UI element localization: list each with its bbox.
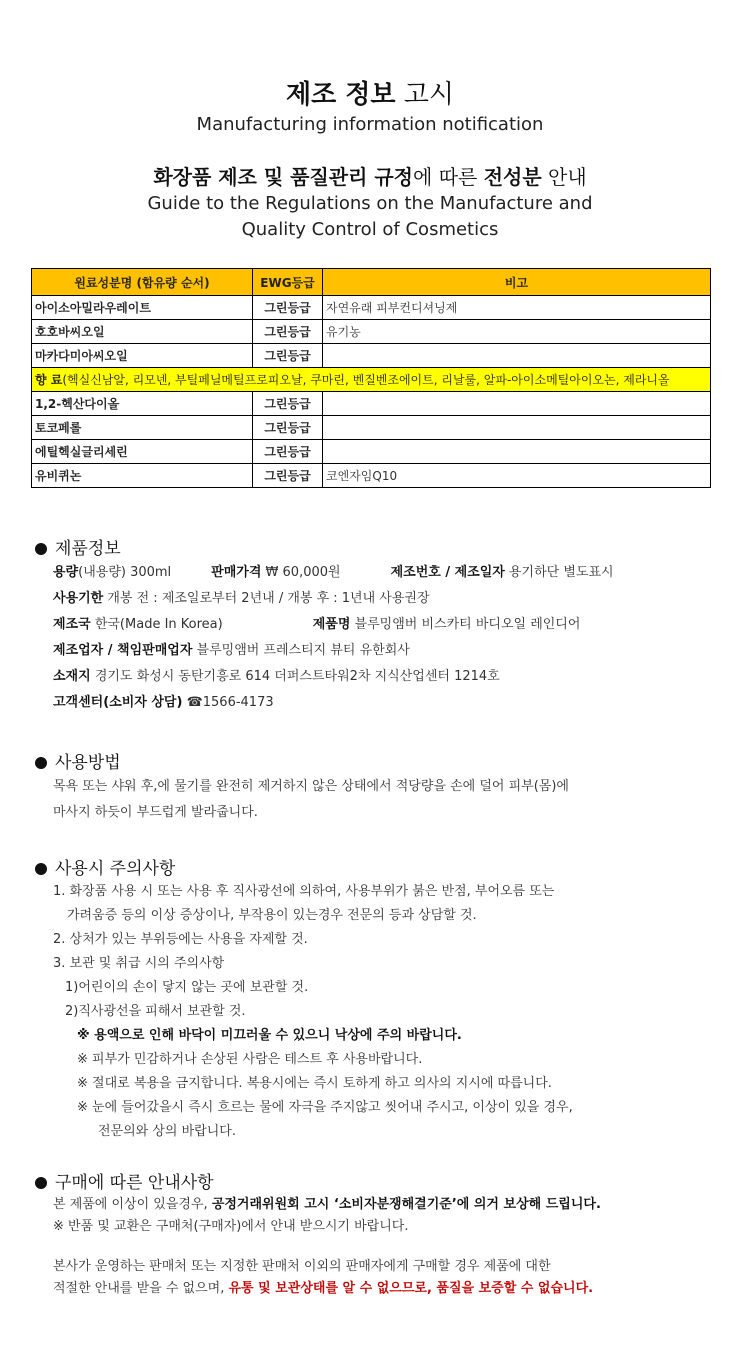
ingredient-name: 토코페롤 — [32, 416, 253, 440]
title-block — [0, 78, 740, 138]
ingredient-grade: 그린등급 — [253, 464, 323, 488]
ingredient-name: 에틸헥실글리세린 — [32, 440, 253, 464]
ingredient-name: 유비퀴논 — [32, 464, 253, 488]
guide-title — [0, 163, 740, 191]
guide-text-4: 안내 — [541, 165, 587, 189]
ingredient-grade: 그린등급 — [253, 344, 323, 368]
fragrance-label: 향 료 — [35, 373, 63, 387]
table-row — [32, 464, 711, 488]
product-label: 제품명 — [312, 617, 351, 632]
table-row — [32, 296, 711, 320]
price-value: ₩ 60,000원 — [261, 565, 341, 580]
caution-line: 가려움증 등의 이상 증상이나, 부작용이 있는경우 전문의 등과 상담할 것. — [67, 908, 477, 923]
ingredient-note — [323, 416, 711, 440]
table-row — [32, 440, 711, 464]
header-note: 비고 — [323, 269, 711, 296]
caution-line: 1)어린이의 손이 닿지 않는 곳에 보관할 것. — [65, 980, 309, 995]
table-row — [32, 344, 711, 368]
purchase-section — [33, 1172, 723, 1300]
purchase-line: 본사가 운영하는 판매처 또는 지정한 판매처 이외의 판매자에게 구매할 경우 제품에 대한 — [53, 1259, 551, 1274]
purchase-line4-warning: 유통 및 보관상태를 알 수 없으므로, 품질을 보증할 수 없습니다. — [228, 1281, 594, 1296]
product-info-section — [33, 538, 723, 716]
ingredient-grade: 그린등급 — [253, 392, 323, 416]
title-rest: 고시 — [395, 80, 455, 110]
guide-block — [0, 163, 740, 243]
info-line-country — [33, 612, 723, 638]
table-row — [32, 392, 711, 416]
ingredient-grade: 그린등급 — [253, 416, 323, 440]
caution-note: ※ 용액으로 인해 바닥이 미끄러울 수 있으니 낙상에 주의 바랍니다. — [77, 1028, 462, 1043]
address-value: 경기도 화성시 동탄기흥로 614 더퍼스트타워2차 지식산업센터 1214호 — [90, 669, 500, 684]
cs-label: 고객센터(소비자 상담) — [53, 695, 183, 710]
price-label: 판매가격 — [211, 565, 262, 580]
table-row — [32, 416, 711, 440]
caution-line: 2. 상처가 있는 부위등에는 사용을 자제할 것. — [53, 932, 308, 947]
caution-line: 3. 보관 및 취급 시의 주의사항 — [53, 956, 225, 971]
caution-note: ※ 눈에 들어갔을시 즉시 흐르는 물에 자극을 주지않고 씻어내 주시고, 이상이 있을 경우, — [77, 1100, 573, 1115]
product-info-heading-text: 제품정보 — [55, 539, 121, 559]
guide-en-line1: Guide to the Regulations on the Manufacture and — [147, 193, 593, 214]
ingredient-note: 유기농 — [323, 320, 711, 344]
purchase-line — [33, 1278, 723, 1300]
maker-label: 제조업자 / 책임판매업자 — [53, 643, 193, 658]
ingredient-note — [323, 392, 711, 416]
expiry-label: 사용기한 — [53, 591, 104, 606]
usage-line: 목욕 또는 샤워 후,에 물기를 완전히 제거하지 않은 상태에서 적당량을 손에 덜어 피부(몸)에 — [53, 779, 569, 794]
bullet-icon — [35, 543, 47, 555]
guide-en-line2: Quality Control of Cosmetics — [241, 219, 499, 240]
usage-heading-text: 사용방법 — [55, 753, 121, 773]
ingredient-name: 마카다미아씨오일 — [32, 344, 253, 368]
ingredient-note — [323, 440, 711, 464]
ingredient-name: 호호바씨오일 — [32, 320, 253, 344]
lot-value: 용기하단 별도표시 — [504, 565, 614, 580]
guide-bold-1: 화장품 제조 및 품질관리 규정 — [153, 165, 414, 189]
ingredient-name: 1,2-헥산다이올 — [32, 392, 253, 416]
usage-line: 마사지 하듯이 부드럽게 발라줍니다. — [53, 805, 258, 820]
bullet-icon — [35, 757, 47, 769]
fragrance-cell — [32, 368, 711, 392]
country-label: 제조국 — [53, 617, 91, 632]
info-line-expiry — [33, 586, 723, 612]
header-ewg: EWG등급 — [253, 269, 323, 296]
guide-text-2: 에 따른 — [413, 165, 484, 189]
caution-line: 1. 화장품 사용 시 또는 사용 후 직사광선에 의하여, 사용부위가 붉은 반점, 부어오름 또는 — [53, 884, 555, 899]
cautions-heading-text: 사용시 주의사항 — [55, 859, 176, 879]
address-label: 소재지 — [53, 669, 91, 684]
purchase-heading-text: 구매에 따른 안내사항 — [55, 1173, 214, 1193]
purchase-line1-pre: 본 제품에 이상이 있을경우, — [53, 1197, 212, 1212]
ingredient-note: 자연유래 피부컨디셔닝제 — [323, 296, 711, 320]
fragrance-row — [32, 368, 711, 392]
purchase-line1-bold: 공정거래위원회 고시 ‘소비자분쟁해결기준’에 의거 보상해 드립니다. — [211, 1197, 601, 1212]
caution-note: ※ 절대로 복용을 금지합니다. 복용시에는 즉시 토하게 하고 의사의 지시에 따릅니다. — [77, 1076, 552, 1091]
ingredient-name: 아이소아밀라우레이트 — [32, 296, 253, 320]
ingredient-note — [323, 344, 711, 368]
caution-note: 전문의와 상의 바랍니다. — [98, 1124, 236, 1139]
ingredient-grade: 그린등급 — [253, 296, 323, 320]
usage-heading — [33, 752, 723, 774]
bullet-icon — [35, 1177, 47, 1189]
caution-line: 2)직사광선을 피해서 보관할 것. — [65, 1004, 246, 1019]
purchase-heading — [33, 1172, 723, 1194]
expiry-value: 개봉 전 : 제조일로부터 2년내 / 개봉 후 : 1년내 사용권장 — [103, 591, 430, 606]
info-line-cs — [33, 690, 723, 716]
product-info-heading — [33, 538, 723, 560]
purchase-line — [33, 1194, 723, 1216]
lot-label: 제조번호 / 제조일자 — [390, 565, 505, 580]
page-title-en: Manufacturing information notification — [196, 114, 544, 135]
fragrance-text: (헥실신남알, 리모넨, 부틸페닐메틸프로피오날, 쿠마린, 벤질벤조에이트, 리날룰, 알파-아이소메틸아이오논, 제라니올 — [62, 373, 670, 387]
table-row — [32, 320, 711, 344]
cautions-heading — [33, 858, 723, 880]
caution-note: ※ 피부가 민감하거나 손상된 사람은 테스트 후 사용바랍니다. — [77, 1052, 423, 1067]
guide-bold-3: 전성분 — [483, 165, 542, 189]
product-value: 블루밍앰버 비스카티 바디오일 레인디어 — [350, 617, 581, 632]
info-line-address — [33, 664, 723, 690]
header-ingredient: 원료성분명 (함유량 순서) — [32, 269, 253, 296]
ingredient-note: 코엔자임Q10 — [323, 464, 711, 488]
table-header-row — [32, 269, 711, 296]
maker-value: 블루밍앰버 프레스티지 뷰티 유한회사 — [192, 643, 410, 658]
cautions-section — [33, 858, 723, 1144]
ingredient-grade: 그린등급 — [253, 440, 323, 464]
volume-label: 용량 — [53, 565, 79, 580]
bullet-icon — [35, 863, 47, 875]
ingredients-table — [31, 268, 711, 488]
ingredient-grade: 그린등급 — [253, 320, 323, 344]
info-line-maker — [33, 638, 723, 664]
purchase-line: ※ 반품 및 교환은 구매처(구매자)에서 안내 받으시기 바랍니다. — [53, 1219, 409, 1234]
info-line-volume — [33, 560, 723, 586]
volume-value: (내용량) 300ml — [78, 565, 172, 580]
cs-value: ☎1566-4173 — [182, 695, 274, 710]
usage-section — [33, 752, 723, 826]
purchase-line4-pre: 적절한 안내를 받을 수 없으며, — [53, 1281, 229, 1296]
country-value: 한국(Made In Korea) — [90, 617, 223, 632]
title-bold: 제조 정보 — [285, 80, 396, 110]
page-title — [0, 78, 740, 112]
